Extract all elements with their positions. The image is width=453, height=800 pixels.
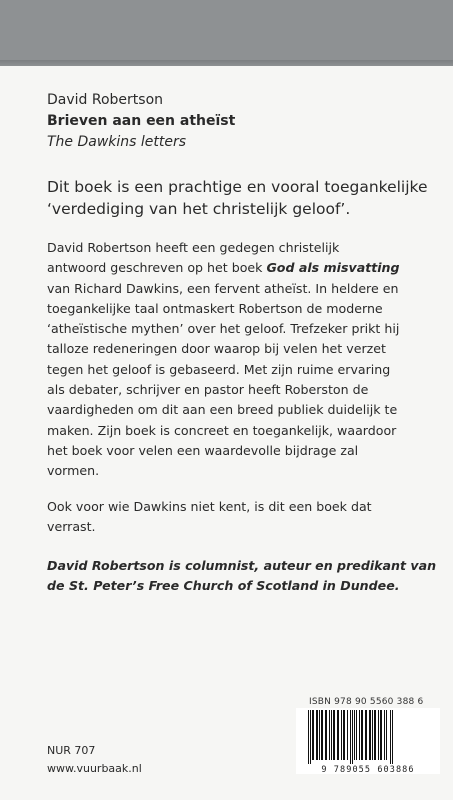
description-paragraph [47, 238, 427, 482]
closing-line: verrast. [47, 519, 96, 535]
barcode-bar [374, 710, 376, 760]
body-line: van Richard Dawkins, een fervent atheïst. In heldere en [47, 280, 399, 296]
barcode-bar [390, 710, 391, 764]
barcode-bar [316, 710, 318, 760]
barcode-digits: 9 789055 603886 [321, 765, 415, 775]
barcode-bar [365, 710, 367, 760]
body-line: als debater, schrijver en pastor heeft Roberston de [47, 382, 369, 398]
barcode-bar [343, 710, 345, 760]
barcode-bar [356, 710, 357, 760]
intro-line: ‘verdediging van het christelijk geloof’. [47, 200, 351, 218]
bio-line: de St. Peter’s Free Church of Scotland in Dundee. [47, 578, 400, 594]
body-line: het boek voor velen een waardevolle bijdrage zal [47, 442, 359, 458]
barcode-bar [319, 710, 320, 760]
barcode [296, 708, 440, 774]
closing-paragraph [47, 497, 427, 538]
barcode-bar [347, 710, 348, 760]
book-title: Brieven aan een atheïst [47, 113, 236, 129]
body-line: antwoord geschreven op het boek [47, 260, 267, 276]
body-line: toegankelijke taal ontmaskert Robertson de moderne [47, 300, 383, 316]
barcode-bar [369, 710, 371, 760]
barcode-bar [380, 710, 382, 760]
barcode-bar [361, 710, 363, 760]
barcode-bar [378, 710, 379, 760]
body-line: ‘atheïstische mythen’ over het geloof. Trefzeker prikt hij [47, 321, 400, 337]
body-line: talloze redeneringen door waarop bij velen het verzet [47, 341, 386, 357]
barcode-bar [350, 710, 351, 764]
barcode-bars [304, 710, 432, 764]
author-name: David Robertson [47, 92, 164, 108]
barcode-bar [352, 710, 353, 764]
barcode-bar [325, 710, 327, 760]
publisher-website: www.vuurbaak.nl [47, 762, 142, 775]
barcode-bar [354, 710, 355, 760]
body-line: David Robertson heeft een gedegen christelijk [47, 240, 340, 255]
barcode-bar [337, 710, 339, 760]
body-line: vaardigheden om dit aan een breed publiek duidelijk te [47, 402, 398, 418]
barcode-bar [372, 710, 373, 760]
intro-paragraph [47, 176, 437, 220]
barcode-bar [386, 710, 387, 760]
body-line: vormen. [47, 463, 100, 479]
barcode-bar [308, 710, 309, 764]
body-line: tegen het geloof is gebaseerd. Met zijn ruime ervaring [47, 361, 391, 377]
barcode-bar [392, 710, 393, 764]
author-bio [47, 556, 437, 597]
barcode-bar [341, 710, 342, 760]
barcode-bar [331, 710, 332, 760]
barcode-bar [384, 710, 385, 760]
barcode-bar [312, 710, 314, 760]
intro-line: Dit boek is een prachtige en vooral toegankelijke [47, 178, 428, 196]
top-color-band [0, 0, 453, 66]
referenced-book-title: God als misvatting [266, 260, 400, 276]
barcode-bar [321, 710, 323, 760]
nur-code: NUR 707 [47, 744, 96, 757]
closing-line: Ook voor wie Dawkins niet kent, is dit een boek dat [47, 499, 372, 514]
body-line: maken. Zijn boek is concreet en toegankelijk, waardoor [47, 422, 397, 438]
book-subtitle: The Dawkins letters [47, 134, 187, 150]
barcode-bar [359, 710, 360, 760]
barcode-bar [310, 710, 311, 764]
bio-line: David Robertson is columnist, auteur en predikant van [47, 558, 437, 573]
barcode-bar [333, 710, 335, 760]
isbn-label: ISBN 978 90 5560 388 6 [309, 697, 424, 707]
barcode-bar [329, 710, 330, 760]
